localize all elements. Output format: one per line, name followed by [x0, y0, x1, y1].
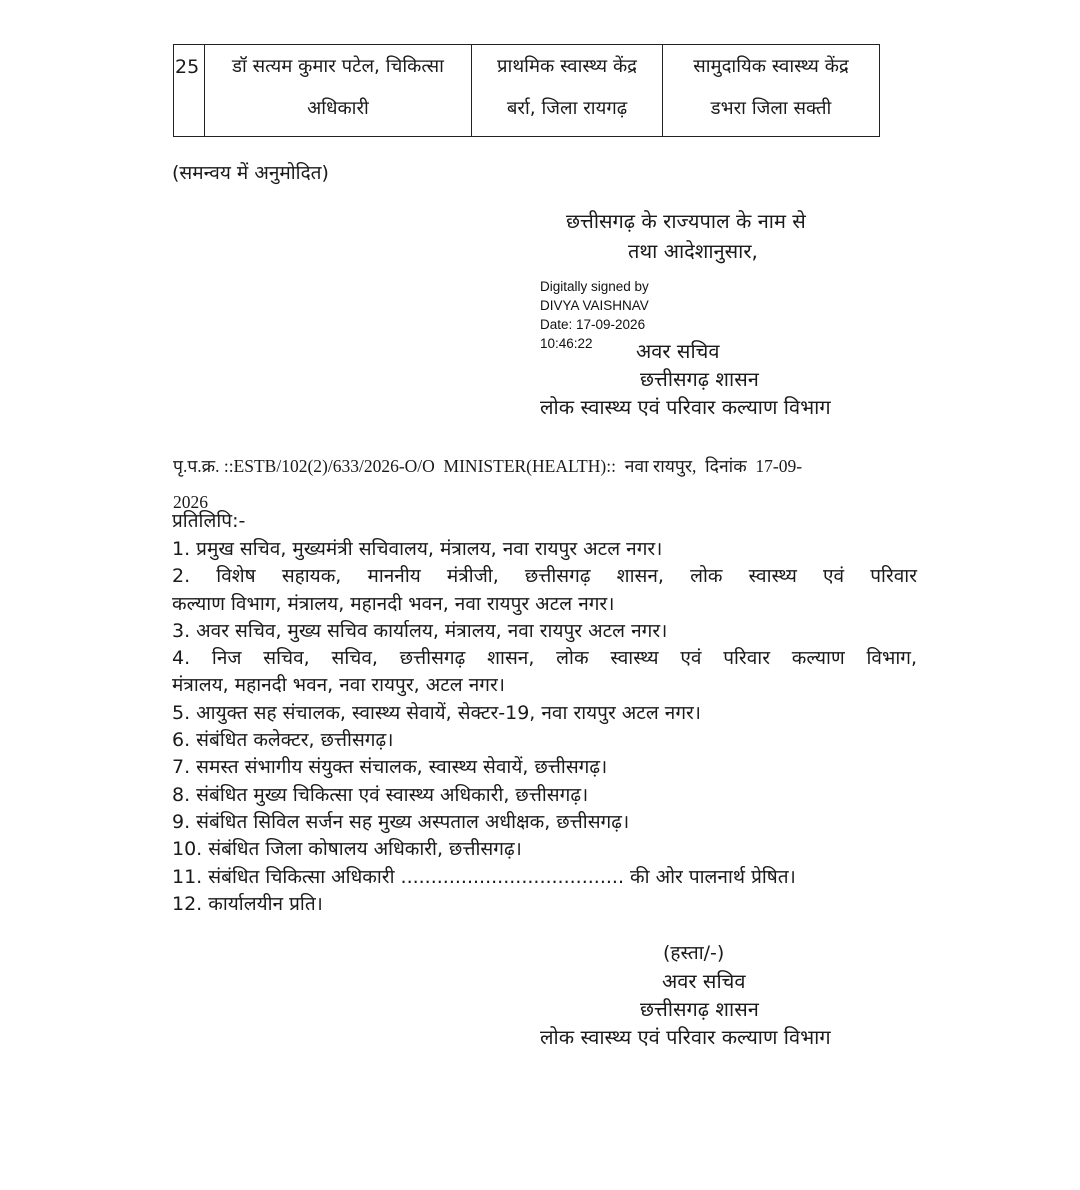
- new-posting-line1: सामुदायिक स्वास्थ्य केंद्र: [693, 56, 849, 77]
- signatory-designation: अवर सचिव: [636, 339, 720, 363]
- current-posting-line2: बर्रा, जिला रायगढ़: [506, 98, 628, 119]
- digital-signature-time: 10:46:22: [540, 336, 593, 351]
- digital-signature-date: Date: 17-09-2026: [540, 317, 646, 332]
- signatory-department: लोक स्वास्थ्य एवं परिवार कल्याण विभाग: [540, 395, 831, 419]
- reference-number: ::ESTB/102(2)/633/2026-O/O: [223, 456, 435, 476]
- approval-note: (समन्वय में अनुमोदित): [172, 162, 329, 184]
- copy-list: [172, 536, 917, 918]
- list-item: 11. संबंधित चिकित्सा अधिकारी ..................................... की ओर पालनार्थ प्रेषित।: [172, 865, 796, 888]
- second-signatory-department: लोक स्वास्थ्य एवं परिवार कल्याण विभाग: [540, 1025, 831, 1049]
- second-signatory-government: छत्तीसगढ़ शासन: [640, 997, 759, 1021]
- reference-place: नवा रायपुर,: [624, 456, 697, 476]
- reference-date-part2: 2026: [173, 492, 208, 512]
- governor-order-line2: तथा आदेशानुसार,: [628, 239, 758, 263]
- list-item: 4. निज सचिव, सचिव, छत्तीसगढ़ शासन, लोक स्वास्थ्य एवं परिवार कल्याण विभाग,: [172, 647, 917, 670]
- table-row: [174, 45, 880, 137]
- serial-number-cell: [174, 45, 205, 137]
- signed-mark: (हस्ता/-): [663, 942, 725, 964]
- list-item: 10. संबंधित जिला कोषालय अधिकारी, छत्तीसगढ़।: [172, 838, 522, 861]
- transfer-table: [173, 44, 880, 137]
- officer-designation: अधिकारी: [307, 98, 369, 119]
- governor-order-line1: छत्तीसगढ़ के राज्यपाल के नाम से: [566, 209, 806, 233]
- serial-number: 25: [175, 56, 200, 78]
- list-item: 2. विशेष सहायक, माननीय मंत्रीजी, छत्तीसगढ़ शासन, लोक स्वास्थ्य एवं परिवार: [172, 565, 917, 588]
- list-item: 8. संबंधित मुख्य चिकित्सा एवं स्वास्थ्य अधिकारी, छत्तीसगढ़।: [172, 783, 589, 806]
- new-posting-cell: [663, 45, 880, 137]
- officer-name-cell: [205, 45, 472, 137]
- digital-signature-name: DIVYA VAISHNAV: [540, 298, 649, 313]
- current-posting-cell: [472, 45, 663, 137]
- new-posting-line2: डभरा जिला सक्ती: [710, 98, 832, 119]
- digital-signature: [540, 277, 649, 353]
- second-signatory-designation: अवर सचिव: [662, 969, 746, 993]
- list-item: कल्याण विभाग, मंत्रालय, महानदी भवन, नवा रायपुर अटल नगर।: [172, 592, 615, 615]
- list-item: 7. समस्त संभागीय संयुक्त संचालक, स्वास्थ्य सेवायें, छत्तीसगढ़।: [172, 756, 608, 779]
- copy-heading: प्रतिलिपि:-: [172, 510, 246, 532]
- list-item: मंत्रालय, महानदी भवन, नवा रायपुर, अटल नगर।: [172, 674, 505, 697]
- digital-signature-line1: Digitally signed by: [540, 279, 649, 294]
- list-item: 9. संबंधित सिविल सर्जन सह मुख्य अस्पताल अधीक्षक, छत्तीसगढ़।: [172, 810, 630, 833]
- current-posting-line1: प्राथमिक स्वास्थ्य केंद्र: [497, 56, 637, 77]
- reference-line: [173, 448, 909, 520]
- reference-minister: MINISTER(HEALTH)::: [443, 456, 616, 476]
- list-item: 6. संबंधित कलेक्टर, छत्तीसगढ़।: [172, 729, 394, 752]
- officer-name: डॉ सत्यम कुमार पटेल, चिकित्सा: [232, 56, 444, 77]
- reference-date-part1: 17-09-: [755, 456, 803, 476]
- reference-date-label: दिनांक: [705, 456, 747, 476]
- list-item: 1. प्रमुख सचिव, मुख्यमंत्री सचिवालय, मंत्रालय, नवा रायपुर अटल नगर।: [172, 538, 663, 560]
- list-item: 5. आयुक्त सह संचालक, स्वास्थ्य सेवायें, सेक्टर-19, नवा रायपुर अटल नगर।: [172, 701, 701, 724]
- reference-prefix: पृ.प.क्र.: [173, 456, 220, 476]
- list-item: 12. कार्यालयीन प्रति।: [172, 892, 323, 915]
- signatory-government: छत्तीसगढ़ शासन: [640, 367, 759, 391]
- list-item: 3. अवर सचिव, मुख्य सचिव कार्यालय, मंत्रालय, नवा रायपुर अटल नगर।: [172, 619, 668, 642]
